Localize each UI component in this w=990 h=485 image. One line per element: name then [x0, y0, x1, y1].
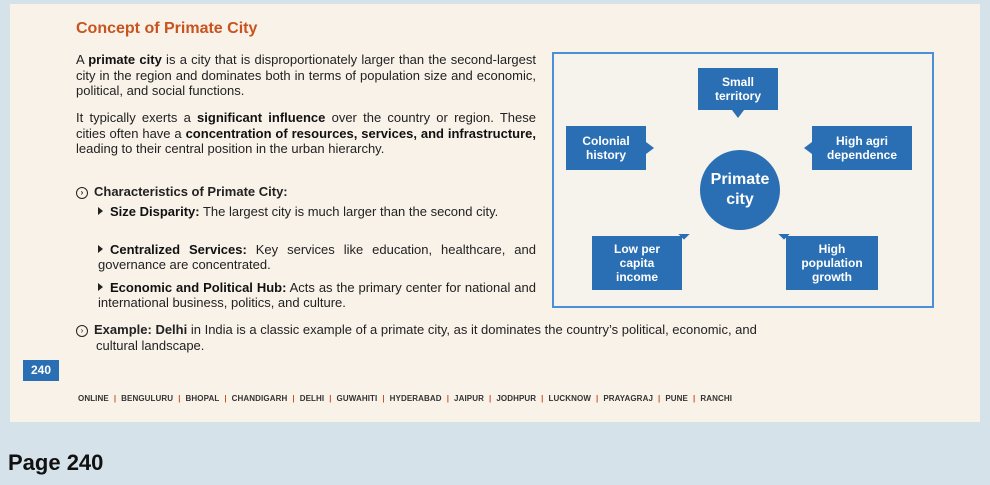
separator: |: [113, 394, 117, 403]
text: is a city that is disproportionately larger than the second-largest city in the region and dominates both in terms of population size and economic, political, and social functions.: [76, 52, 536, 98]
node-colonial-history: [566, 126, 646, 170]
bullet-title: Size Disparity:: [110, 204, 200, 219]
footer-city: BENGULURU: [121, 394, 174, 403]
text: It typically exerts a: [76, 110, 198, 125]
node-line: growth: [812, 270, 852, 284]
separator: |: [329, 394, 332, 403]
separator: |: [382, 394, 385, 403]
circle-arrow-icon: ›: [76, 187, 88, 199]
separator: |: [488, 394, 492, 403]
bold-term: concentration of resources, services, and infrastructure,: [185, 125, 536, 141]
node-line: Colonial: [582, 134, 630, 148]
separator: |: [178, 394, 181, 403]
footer-city: HYDERABAD: [389, 394, 442, 403]
separator: |: [224, 394, 227, 403]
separator: |: [692, 394, 696, 403]
bullet-title: Centralized Services:: [110, 242, 247, 257]
bullet-economic-hub: [98, 280, 536, 310]
node-low-income: [592, 236, 682, 290]
node-line: territory: [714, 89, 761, 103]
center-primate-city: [700, 150, 780, 230]
bullet-size-disparity: [98, 204, 536, 219]
node-line: High agri: [835, 134, 888, 148]
example-paragraph: [76, 322, 956, 354]
influence-paragraph: [76, 110, 536, 157]
footer-city: LUCKNOW: [548, 394, 591, 403]
example-city: Delhi: [155, 322, 188, 337]
footer-city: ONLINE: [78, 394, 109, 403]
characteristics-heading: [76, 184, 288, 199]
center-line: Primate: [710, 171, 770, 188]
bold-term: primate city: [88, 52, 162, 67]
separator: |: [595, 394, 599, 403]
footer-city: GUWAHITI: [336, 394, 378, 403]
node-line: High: [818, 242, 846, 256]
section-heading: Concept of Primate City: [76, 20, 258, 37]
separator: |: [292, 394, 295, 403]
text: leading to their central position in the urban hierarchy.: [76, 141, 385, 156]
example-label: Example:: [94, 322, 152, 337]
bullet-centralized-services: [98, 242, 536, 272]
bullet-title: Economic and Political Hub:: [110, 280, 287, 295]
bullet-text: Acts as the primary center for national and international business, politics, and culture.: [98, 280, 536, 310]
footer-city: JAIPUR: [454, 394, 484, 403]
bullet-text: The largest city is much larger than the second city.: [199, 204, 499, 219]
node-line: capita: [619, 256, 655, 270]
text: over the country or region. These cities often have a: [76, 110, 536, 141]
separator: |: [658, 394, 661, 403]
footer-city: JODHPUR: [496, 394, 537, 403]
intro-paragraph: [76, 52, 536, 99]
footer-city: PUNE: [665, 394, 688, 403]
characteristics-label: Characteristics of Primate City:: [94, 184, 288, 199]
footer-city: PRAYAGRAJ: [603, 394, 653, 403]
example-text-continued: cultural landscape.: [96, 338, 205, 353]
node-line: history: [585, 148, 626, 162]
node-line: population: [801, 256, 863, 270]
bold-term: significant influence: [197, 110, 326, 125]
example-text: in India is a classic example of a primate city, as it dominates the country’s political, economic, and: [187, 322, 757, 337]
book-page: [10, 4, 980, 422]
circle-arrow-icon: ›: [76, 325, 88, 337]
triangle-bullet-icon: [98, 245, 103, 253]
node-line: income: [615, 270, 658, 284]
text: A: [76, 52, 89, 67]
footer-city: RANCHI: [700, 394, 733, 403]
node-line: Small: [721, 75, 754, 89]
footer-city: BHOPAL: [185, 394, 220, 403]
center-line: city: [726, 191, 754, 208]
footer-city: DELHI: [299, 394, 325, 403]
page-number-badge: 240: [23, 360, 59, 381]
primate-city-diagram: [552, 52, 934, 308]
triangle-bullet-icon: [98, 283, 103, 291]
node-high-agri-dependence: [812, 126, 912, 170]
separator: |: [541, 394, 544, 403]
node-small-territory: [698, 68, 778, 110]
page-caption: Page 240: [8, 450, 104, 475]
separator: |: [446, 394, 450, 403]
node-population-growth: [786, 236, 878, 290]
bullet-text: Key services like education, healthcare, and governance are concentrated.: [98, 242, 536, 272]
node-line: Low per: [613, 242, 660, 256]
node-line: dependence: [826, 148, 898, 162]
footer-cities: [78, 394, 732, 403]
triangle-bullet-icon: [98, 207, 103, 215]
footer-city: CHANDIGARH: [231, 394, 288, 403]
